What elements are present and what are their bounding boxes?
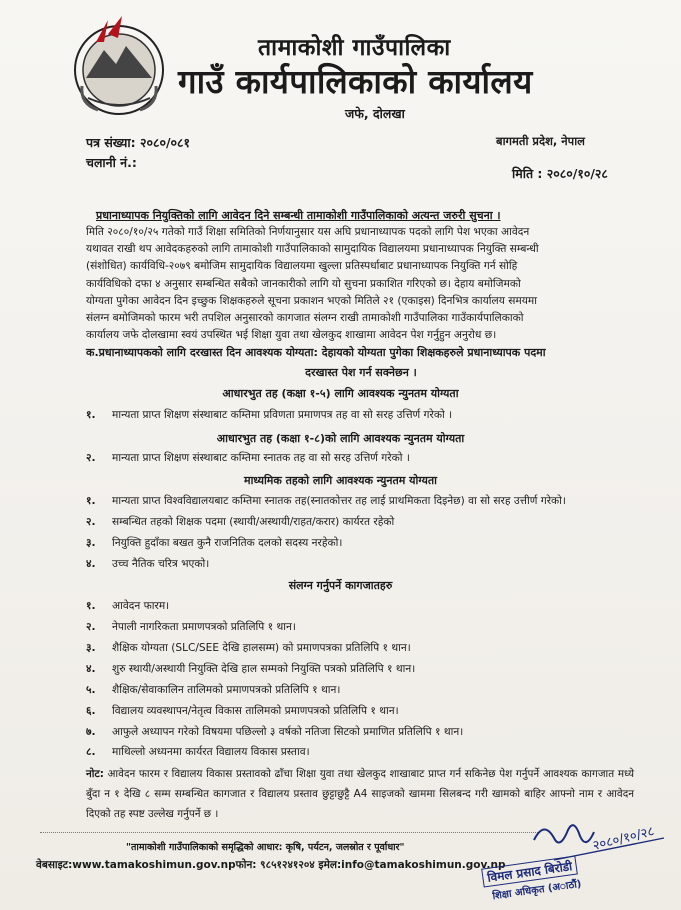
list-item [86,704,399,718]
dispatch-number: चलानी नं.: [86,155,137,170]
item-number: ४. [86,663,96,675]
signature-date: २०८०/१०/२८ [591,824,656,854]
item-number: ६. [86,705,96,717]
item-number: २. [86,516,96,528]
item-text: शुरु स्थायी/अस्थायी नियुक्ति देखि हाल सम्मको नियुक्ति पत्रको प्रतिलिपि १ थान। [112,663,416,675]
item-text: शैक्षिक योग्यता (SLC/SEE देखि हालसम्म) को प्रमाणपत्रका प्रतिलिपि १ थान। [112,642,411,654]
footer-contacts: वेबसाइट:www.tamakoshimun.gov.npफोन: ९८५१२४१२०४ इमेल:info@tamakoshimun.gov.np [36,859,506,871]
footer-slogan: "तामाकोशी गाउँपालिकाको समृद्धिको आधार: कृषि, पर्यटन, जलस्रोत र पूर्वाधार" [126,842,405,853]
item-number: २. [86,452,96,464]
qualification-intro [86,345,636,381]
note-label: नोट: [86,768,104,780]
item-text: आफुले अध्यापन गरेको विषयमा पछिल्लो ३ वर्षको नतिजा सिटको प्रमाणित प्रतिलिपि १ थान। [112,726,464,738]
item-number: ३. [86,642,96,654]
item-text: उच्च नैतिक चरित्र भएको। [112,558,210,570]
heading-secondary: माध्यमिक तहको लागि आवश्यक न्युनतम योग्यता [244,474,437,487]
item-text: नेपाली नागरिकता प्रमाणपत्रको प्रतिलिपि १ थान। [112,621,296,633]
province-label: बागमती प्रदेश, नेपाल [496,134,585,148]
list-item [86,599,169,613]
list-item [86,683,340,697]
body-line: योग्यता पुगेका आवेदन दिन इच्छुक शिक्षकहरुले सूचना प्रकाशन भएको मितिले २१ (एकाइस) दिनभित्र कार्यालय समयमा [86,294,537,307]
item-text: विद्यालय व्यवस्थापन/नेतृत्व विकास तालिमको प्रमाणपत्रको प्रतिलिपि १ थान। [112,705,399,717]
item-number: १. [86,495,96,507]
office-address: जफे, दोलखा [345,106,405,121]
stamp-name: विमल प्रसाद बिरोडी [481,855,578,887]
nepal-emblem-icon [64,12,174,122]
body-line: यथावत राखी थप आवेदकहरुको लागि तामाकोशी गाउँपालिकाको सामुदायिक विद्यालयमा प्रधानाध्यापक नियुक्ति सम्बन्धी [86,243,539,256]
list-item [86,451,410,465]
body-line: मिति २०८०/१०/२५ गतेको गाउँ शिक्षा समितिको निर्णयानुसार यस अघि प्रधानाध्यापक पदको लागि पेश भएका आवेदन [86,226,530,238]
body-line: कार्यालय जफे दोलखामा स्वयं उपस्थित भई शिक्षा युवा तथा खेलकुद शाखामा आवेदन पेश गर्नुहुन अनुरोध छ। [86,329,497,342]
list-item [86,745,310,759]
list-item [86,408,452,422]
item-text: मान्यता प्राप्त विश्वविद्यालयबाट कम्तिमा स्नातक तह(स्नातकोत्तर तह लाई प्राथमिकता दिइनेछ) वा सो सरह उत्तीर्ण गरेको। [112,495,566,507]
letter-date: मिति : २०८०/१०/२८ [512,166,608,181]
body-line: (संशोधित) कार्यविधि-२०७९ बमोजिम सामुदायिक विद्यालयमा खुल्ला प्रतिस्पर्धाबाट प्रधानाध्यापक नियुक्ति गर्न सोहि [86,260,518,273]
list-item [86,620,296,634]
item-number: ५. [86,684,96,696]
item-text: सम्बन्धित तहको शिक्षक पदमा (स्थायी/अस्थायी/राहत/करार) कार्यरत रहेको [112,516,395,528]
item-number: ४. [86,558,96,570]
item-text: आवेदन फारम। [112,600,170,612]
item-number: १. [86,600,96,612]
notice-body [86,224,634,344]
heading-documents: संलग्न गर्नुपर्ने कागजातहरु [288,579,393,592]
item-number: ७. [86,726,96,738]
item-text: मान्यता प्राप्त शिक्षण संस्थाबाट कम्तिमा स्नातक तह वा सो सरह उत्तिर्ण गरेको । [112,452,410,464]
list-item [86,725,463,739]
body-line: कार्यविधिको दफा ४ अनुसार सम्बन्धित सबैको जानकारीको लागि यो सुचना प्रकाशित गरिएको छ। देहाय बमोजिमको [86,277,521,290]
office-name: गाउँ कार्यपालिकाको कार्यालय [178,62,533,101]
body-line: संलग्न बमोजिमको फारम भरी तपशिल अनुसारको कागजात संलग्न राखी तामाकोशी गाउँपालिका गाउँकार्यपालिकाको [86,312,524,325]
list-item [86,494,566,508]
list-item [86,662,415,676]
notice-subject: प्रधानाध्यापक नियुक्तिको लागि आवेदन दिने सम्बन्धी तामाकोशी गाउँपालिकाको अत्यन्त जरुरी सुचना । [96,209,501,222]
item-number: २. [86,621,96,633]
heading-basic-1-5: आधारभुत तह (कक्षा १-५) लागि आवश्यक न्युनतम योग्यता [222,387,459,400]
list-item [86,641,411,655]
stamp-title: शिक्षा अधिकृत (अाठौं) [491,878,583,903]
heading-basic-1-8: आधारभुत तह (कक्षा १-८)को लागि आवश्यक न्युनतम योग्यता [216,432,465,445]
item-text: मान्यता प्राप्त शिक्षण संस्थाबाट कम्तिमा प्रविणता प्रमाणपत्र तह वा सो सरह उत्तिर्ण गरेको । [112,409,453,421]
list-item [86,515,394,529]
item-text: नियुक्ति हुदाँका बखत कुनै राजनितिक दलको सदस्य नरहेको। [112,537,343,549]
item-text: माथिल्लो अध्यनमा कार्यरत विद्यालय विकास प्रस्ताव। [112,746,310,758]
note-text: आवेदन फारम र विद्यालय विकास प्रस्तावको ढाँचा शिक्षा युवा तथा खेलकुद शाखाबाट प्राप्त गर्न सकिनेछ पेश गर्नुपर्ने आवश्यक कागजात मध्ये बुँदा न १ देखि ८ सम्म सम्बन्धित कागजात र विद्यालय प्रस्ताव छुट्टाछुट्टै A4 साइजको खाममा सिलबन्द गरी खामको बाहिर आफ्नो नाम र आवेदन दिएको तह स्पष्ट उल्लेख गर्नुपर्ने छ । [86,768,634,820]
municipality-name: तामाकोशी गाउँपालिका [258,35,451,61]
list-item [86,557,209,571]
item-number: ८. [86,746,96,758]
list-item [86,536,342,550]
item-number: ३. [86,537,96,549]
letter-number: पत्र संख्या: २०८०/०८१ [86,135,191,150]
qualification-intro-line: दरखास्त पेश गर्न सक्नेछन । [305,366,417,379]
item-text: शैक्षिक/सेवाकालिन तालिमको प्रमाणपत्रको प्रतिलिपि १ थान। [112,684,341,696]
qualification-intro-line: क.प्रधानाध्यापकको लागि दरखास्त दिन आवश्यक योग्यता: देहायको योग्यता पुगेका शिक्षकहरुले प्रधानाध्यापक पदमा [86,346,546,359]
footer-divider [40,832,540,833]
item-number: १. [86,409,96,421]
